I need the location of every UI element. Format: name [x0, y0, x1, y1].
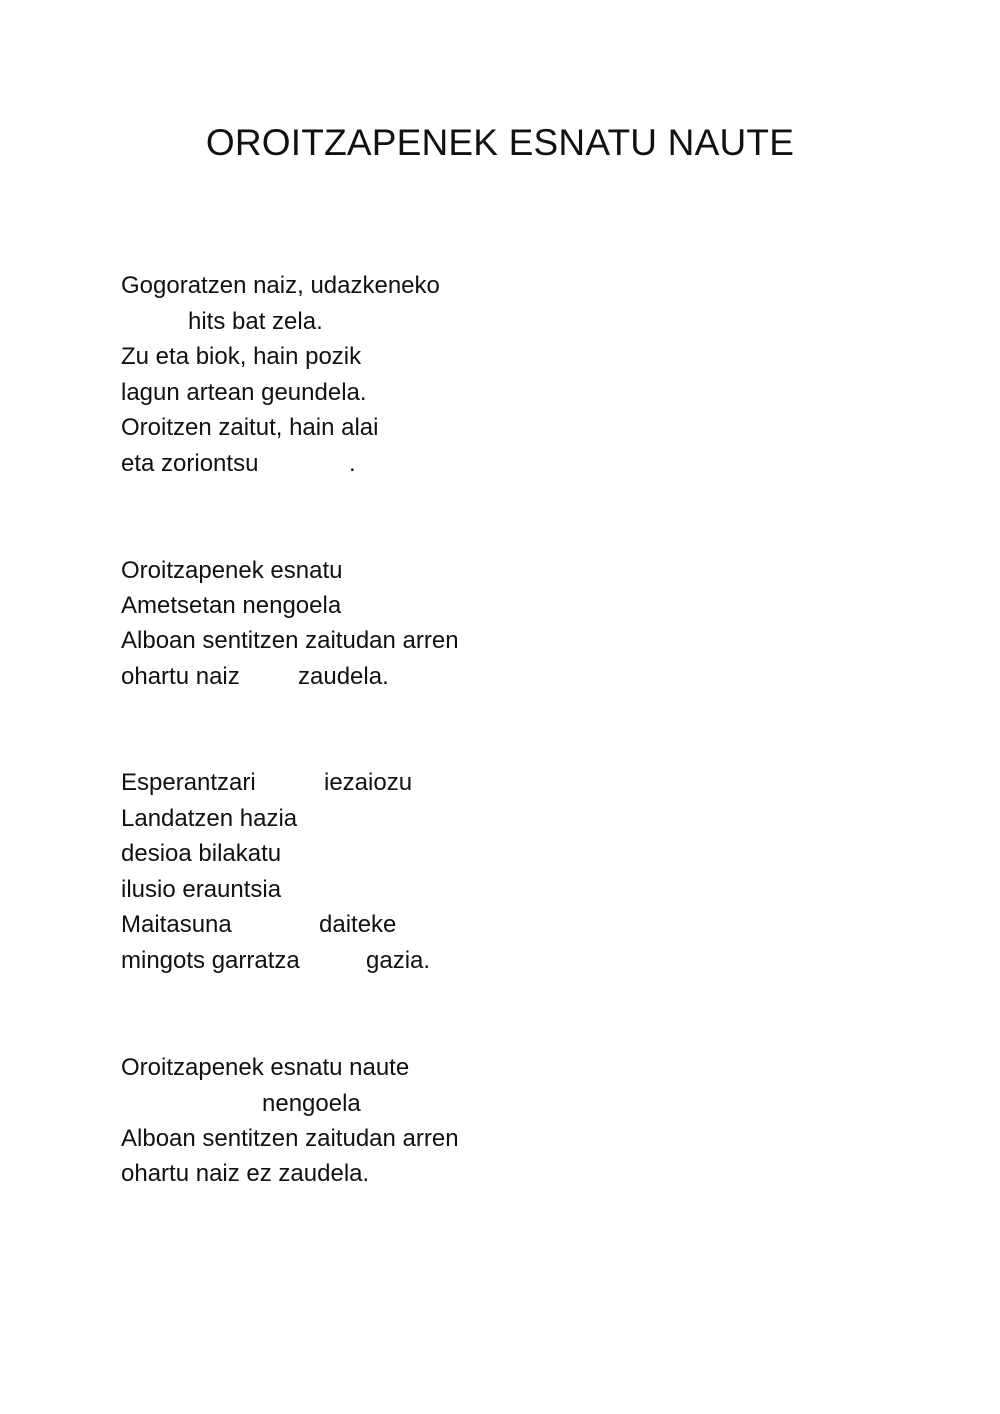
poem-line: Alboan sentitzen zaitudan arren [121, 627, 459, 654]
poem-line: hits bat zela. [188, 308, 323, 335]
poem-line: Esperantzari [121, 769, 256, 796]
poem-line: ilusio erauntsia [121, 876, 282, 903]
poem-line-end: iezaiozu [324, 769, 413, 796]
poem-line: eta zoriontsu [121, 450, 259, 477]
poem-line: Landatzen hazia [121, 805, 298, 832]
poem-line: Oroitzen zaitut, hain alai [121, 414, 379, 441]
poem-line: Zu eta biok, hain pozik [121, 343, 362, 370]
poem-line-end: . [349, 450, 356, 477]
poem-title: OROITZAPENEK ESNATU NAUTE [205, 122, 795, 163]
poem-line: ohartu naiz ez zaudela. [121, 1160, 370, 1187]
poem-line: Gogoratzen naiz, udazkeneko [121, 272, 440, 299]
poem-line: Ametsetan nengoela [121, 592, 342, 619]
poem-line-end: daiteke [319, 911, 397, 938]
poem-line: Oroitzapenek esnatu [121, 557, 343, 584]
poem-line: nengoela [262, 1090, 361, 1117]
poem-line: Maitasuna [121, 911, 232, 938]
poem-line: lagun artean geundela. [121, 379, 367, 406]
poem-line: Oroitzapenek esnatu naute [121, 1054, 410, 1081]
poem-line: desioa bilakatu [121, 840, 282, 867]
poem-line-end: zaudela. [298, 663, 389, 690]
poem-line: ohartu naiz [121, 663, 240, 690]
poem-line: Alboan sentitzen zaitudan arren [121, 1125, 459, 1152]
poem-line-end: gazia. [366, 947, 431, 974]
poem-line: mingots garratza [121, 947, 300, 974]
